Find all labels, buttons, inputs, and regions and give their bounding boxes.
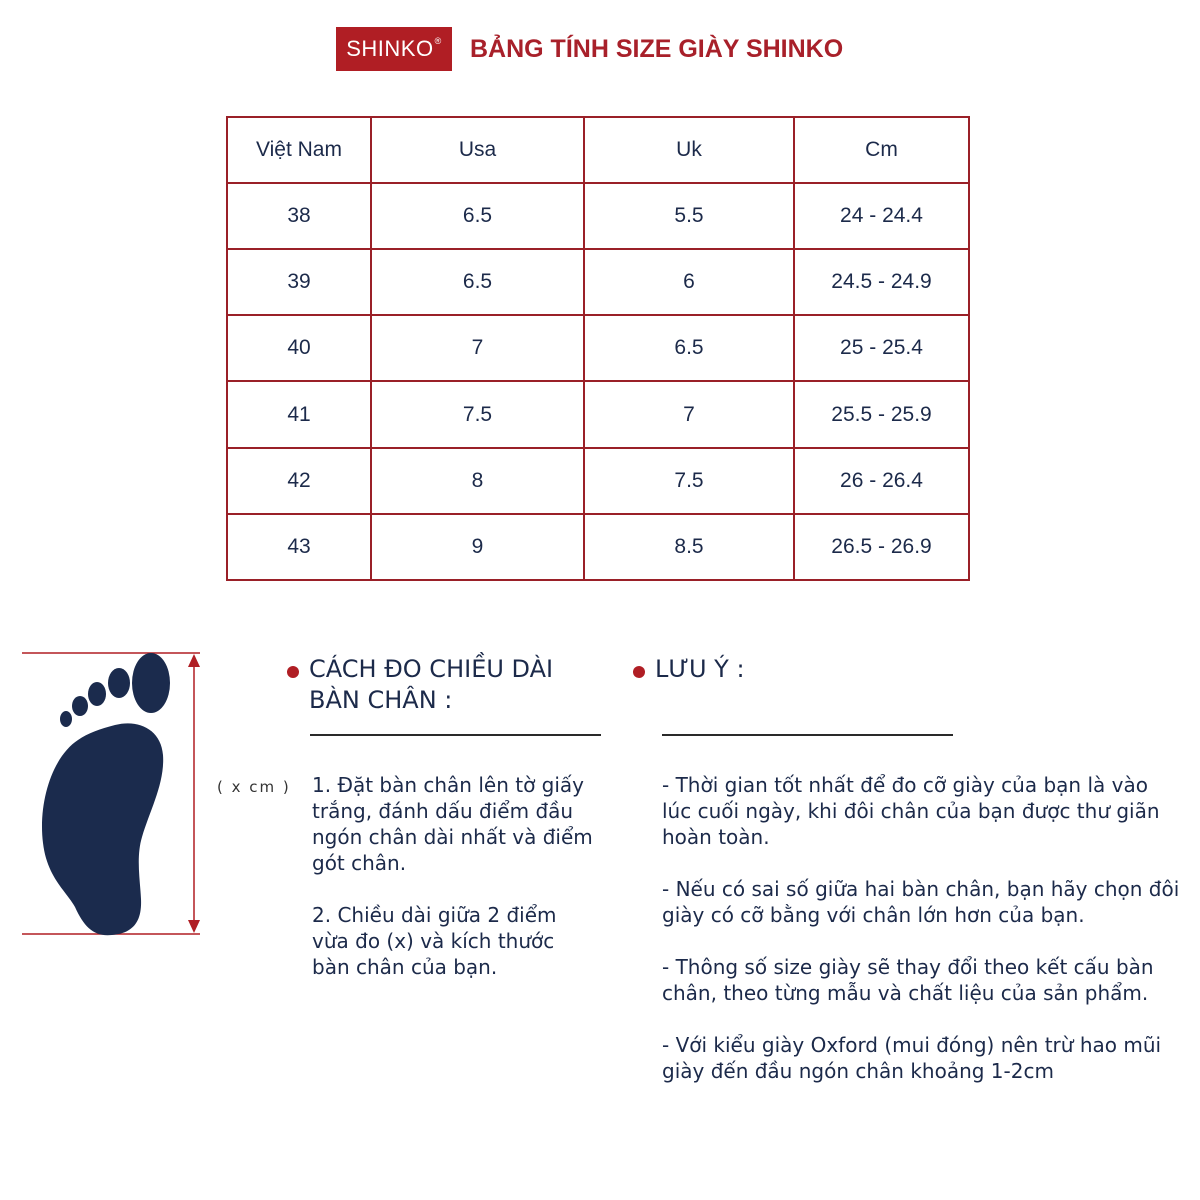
table-row — [227, 183, 969, 249]
table-row — [227, 249, 969, 315]
table-cell: 25.5 - 25.9 — [794, 381, 969, 447]
measure-heading — [287, 654, 553, 716]
table-cell: 40 — [227, 315, 371, 381]
table-cell: 8.5 — [584, 514, 794, 580]
divider — [662, 734, 953, 736]
table-cell: 42 — [227, 448, 371, 514]
measure-steps — [312, 772, 597, 1006]
toe — [88, 682, 106, 706]
note-item: - Với kiểu giày Oxford (mui đóng) nên trừ hao mũi giày đến đầu ngón chân khoảng 1-2cm — [662, 1033, 1162, 1083]
table-cell: 7.5 — [371, 381, 584, 447]
measure-heading-line2: BÀN CHÂN : — [309, 686, 453, 714]
foot-icon — [20, 645, 220, 945]
table-cell: 24 - 24.4 — [794, 183, 969, 249]
table-cell: 7.5 — [584, 448, 794, 514]
notes-heading — [633, 654, 745, 685]
table-cell: 41 — [227, 381, 371, 447]
measure-heading-line1: CÁCH ĐO CHIỀU DÀI — [309, 655, 554, 683]
page-title: BẢNG TÍNH SIZE GIÀY SHINKO — [470, 35, 844, 63]
table-cell: 39 — [227, 249, 371, 315]
table-cell: 5.5 — [584, 183, 794, 249]
column-header: Việt Nam — [227, 117, 371, 183]
column-header: Usa — [371, 117, 584, 183]
note-item: - Thông số size giày sẽ thay đổi theo kết cấu bàn chân, theo từng mẫu và chất liệu của sản phẩm. — [662, 955, 1154, 1005]
table-cell: 26.5 - 26.9 — [794, 514, 969, 580]
bullet-icon — [287, 666, 299, 678]
table-cell: 43 — [227, 514, 371, 580]
table-row — [227, 381, 969, 447]
table-cell: 7 — [584, 381, 794, 447]
logo-text: SHINKO — [346, 36, 434, 61]
table-cell: 6.5 — [371, 183, 584, 249]
column-header: Cm — [794, 117, 969, 183]
arrow-up-icon — [188, 654, 200, 667]
brand-logo — [336, 27, 452, 71]
table-cell: 25 - 25.4 — [794, 315, 969, 381]
divider — [310, 734, 601, 736]
table-cell: 6.5 — [371, 249, 584, 315]
table-row — [227, 315, 969, 381]
registered-mark: ® — [434, 36, 442, 46]
size-chart-table — [226, 116, 970, 581]
length-label: ( x cm ) — [217, 778, 291, 796]
table-cell: 6.5 — [584, 315, 794, 381]
table-cell: 8 — [371, 448, 584, 514]
measure-step: 1. Đặt bàn chân lên tờ giấy trắng, đánh dấu điểm đầu ngón chân dài nhất và điểm gót chân. — [312, 773, 593, 875]
table-header-row — [227, 117, 969, 183]
sole-shape — [42, 723, 163, 935]
table-cell: 24.5 - 24.9 — [794, 249, 969, 315]
measure-step: 2. Chiều dài giữa 2 điểm vừa đo (x) và kích thước bàn chân của bạn. — [312, 903, 557, 979]
bullet-icon — [633, 666, 645, 678]
table-cell: 6 — [584, 249, 794, 315]
arrow-down-icon — [188, 920, 200, 933]
table-cell: 38 — [227, 183, 371, 249]
column-header: Uk — [584, 117, 794, 183]
big-toe — [132, 653, 170, 713]
note-item: - Thời gian tốt nhất để đo cỡ giày của bạn là vào lúc cuối ngày, khi đôi chân của bạn được thư giãn hoàn toàn. — [662, 773, 1160, 849]
foot-diagram — [20, 645, 220, 945]
toe — [72, 696, 88, 716]
table-row — [227, 448, 969, 514]
table-cell: 7 — [371, 315, 584, 381]
table-cell: 26 - 26.4 — [794, 448, 969, 514]
notes-list — [662, 772, 1182, 1110]
table-row — [227, 514, 969, 580]
toe — [108, 668, 130, 698]
table-cell: 9 — [371, 514, 584, 580]
notes-heading-text: LƯU Ý : — [655, 655, 745, 683]
note-item: - Nếu có sai số giữa hai bàn chân, bạn hãy chọn đôi giày có cỡ bằng với chân lớn hơn của bạn. — [662, 877, 1180, 927]
toe — [60, 711, 72, 727]
